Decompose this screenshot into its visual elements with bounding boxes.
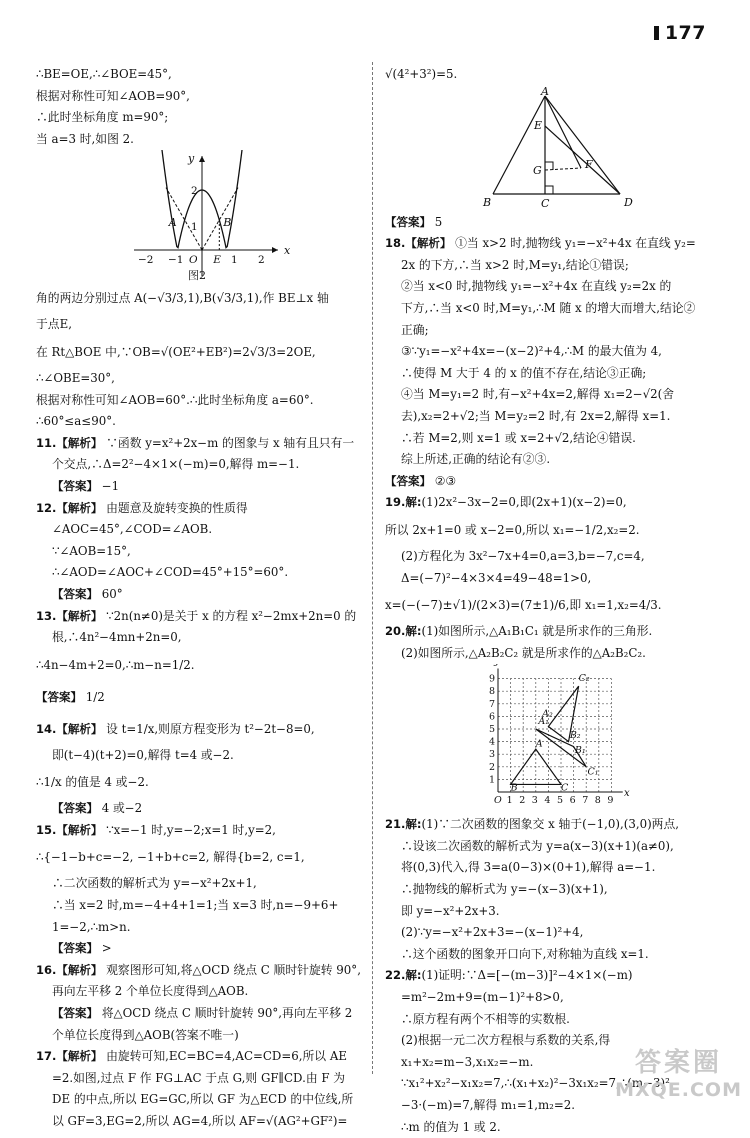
vertex-label: C₁	[587, 766, 599, 778]
right-column-line	[385, 901, 723, 923]
vertex-label: B	[510, 783, 518, 795]
figure-20	[385, 664, 723, 814]
y-tick-label: 1	[489, 774, 496, 786]
line-text: ∴这个函数的图象开口向下,对称轴为直线 x=1.	[401, 946, 649, 961]
line-text: ①当 x>2 时,抛物线 y₁=−x²+4x 在直线 y₂=	[451, 236, 696, 251]
left-column-line	[36, 64, 362, 86]
x-tick-label: 2	[519, 795, 526, 807]
right-column-line	[385, 987, 723, 1009]
left-column-line	[36, 86, 362, 108]
line-text: 由题意及旋转变换的性质得	[102, 500, 248, 515]
left-column-line	[36, 476, 362, 498]
left-column-line	[36, 390, 362, 412]
left-column	[36, 64, 362, 1133]
line-text: x₁+x₂=m−3,x₁x₂=−m.	[401, 1054, 534, 1069]
right-column-line	[385, 879, 723, 901]
line-text: ∵x=−1 时,y=−2;x=1 时,y=2,	[102, 822, 276, 837]
right-column-line	[385, 384, 723, 406]
solution-tag: 20.解:	[385, 624, 422, 639]
point-g-label: G	[533, 163, 542, 177]
line-text: 将△OCD 绕点 C 顺时针旋转 90°,再向左平移 2	[98, 1006, 353, 1021]
right-column-line	[385, 255, 723, 277]
x-tick-label: 8	[594, 795, 601, 807]
left-column-line	[36, 1089, 362, 1111]
left-column-line	[36, 498, 362, 520]
left-column-line	[36, 841, 362, 873]
right-column-line	[385, 1117, 723, 1138]
line-text: (1)证明:∵Δ=[−(m−3)]²−4×1×(−m)	[421, 968, 633, 983]
y-tick-label: 8	[489, 686, 496, 698]
line-text: (1)∵二次函数的图象交 x 轴于(−1,0),(3,0)两点,	[421, 817, 680, 832]
solution-tag: 19.解:	[385, 495, 422, 510]
left-column-line	[36, 519, 362, 541]
point-b-label: B	[223, 216, 232, 230]
figure-17	[385, 86, 723, 212]
x-tick-label: O	[494, 795, 502, 807]
y-tick-label: 1	[191, 221, 198, 234]
left-column-line	[36, 606, 362, 628]
y-tick-label: 2	[489, 762, 496, 774]
line-text: ∴若 M=2,则 x=1 或 x=2+√2,结论④错误.	[401, 430, 636, 445]
line-text: 去),x₂=2+√2;当 M=y₂=2 时,有 2x=2,解得 x=1.	[401, 408, 671, 423]
solution-tag: 【答案】	[52, 586, 98, 601]
x-tick-label: −2	[138, 254, 154, 267]
left-column-line	[36, 766, 362, 798]
x-tick-label: 3	[531, 795, 538, 807]
line-text: 个交点,∴Δ=2²−4×1×(−m)=0,解得 m=−1.	[52, 457, 300, 472]
watermark-line1: 答案圈	[635, 1048, 723, 1078]
figure-2	[36, 150, 362, 282]
vertex-label: A₁	[538, 716, 549, 728]
figure-20-grid	[385, 664, 723, 814]
y-tick-label: 5	[489, 724, 496, 736]
left-column-line	[36, 820, 362, 842]
solution-tag: 【答案】	[385, 473, 431, 488]
right-column-line	[385, 492, 723, 514]
line-text: 角的两边分别过点 A(−√3/3,1),B(√3/3,1),作 BE⊥x 轴	[36, 291, 329, 306]
right-column-line	[385, 471, 723, 493]
line-text: ∴设该二次函数的解析式为 y=a(x−3)(x+1)(a≠0),	[401, 838, 674, 853]
line-text: (2)∵y=−x²+2x+3=−(x−1)²+4,	[401, 925, 584, 940]
vertex-label: B₁	[574, 745, 586, 757]
left-column-line	[36, 314, 362, 336]
line-text: ∴{−1−b+c=−2, −1+b+c=2, 解得{b=2, c=1,	[36, 850, 305, 865]
left-column-line	[36, 981, 362, 1003]
solution-tag: 【答案】	[52, 801, 98, 816]
line-text: ∴使得 M 大于 4 的 x 的值不存在,结论③正确;	[401, 365, 647, 380]
figure-2-graph	[36, 150, 362, 282]
vertex-label: C₂	[578, 673, 590, 685]
solution-tag: 【答案】	[52, 478, 98, 493]
y-tick-label: 4	[489, 736, 496, 748]
line-text: ∴BE=OE,∴∠BOE=45°,	[36, 67, 172, 81]
line-text: 综上所述,正确的结论有②③.	[401, 452, 551, 467]
left-column-line	[36, 454, 362, 476]
line-text: 60°	[98, 586, 123, 601]
left-column-line	[36, 411, 362, 433]
left-column-line	[36, 107, 362, 129]
x-tick-label: −1	[168, 254, 184, 267]
left-column-line	[36, 541, 362, 563]
x-tick-label: E	[213, 254, 221, 267]
left-column-line	[36, 895, 362, 917]
right-column-line	[385, 320, 723, 342]
solution-tag: 【答案】	[36, 689, 82, 704]
line-text: 1=−2,∴m>n.	[52, 919, 131, 934]
left-column-line	[36, 282, 362, 314]
figure-17-triangle	[385, 86, 723, 212]
right-column-line	[385, 944, 723, 966]
vertex-label: A₂	[542, 708, 553, 720]
right-column-line	[385, 965, 723, 987]
line-text: DE 的中点,所以 EG=GC,所以 GF 为△ECD 的中位线,所	[52, 1092, 354, 1107]
left-column-line	[36, 1046, 362, 1068]
x-tick-label: 1	[506, 795, 513, 807]
solution-tag: 18.【解析】	[385, 236, 452, 251]
line-text: ∴∠AOD=∠AOC+∠COD=45°+15°=60°.	[52, 565, 289, 580]
line-text: 下方,∴当 x<0 时,M=y₁,∴M 随 x 的增大而增大,结论②	[401, 300, 696, 315]
solution-tag: 21.解:	[385, 817, 422, 832]
left-column-line	[36, 938, 362, 960]
line-text: 根据对称性可知∠AOB=90°,	[36, 88, 190, 103]
right-column-line	[385, 546, 723, 568]
line-text: ∴当 x=2 时,m=−4+4+1=1;当 x=3 时,n=−9+6+	[52, 898, 339, 913]
page-number	[654, 22, 706, 44]
right-column-line	[385, 514, 723, 546]
line-text: 将(0,3)代入,得 3=a(0−3)×(0+1),解得 a=−1.	[401, 860, 656, 875]
line-text: (1)如图所示,△A₁B₁C₁ 就是所求作的三角形.	[421, 624, 653, 639]
right-angle-c	[545, 186, 553, 194]
right-column-line	[385, 643, 723, 665]
right-column-line	[385, 363, 723, 385]
line-text: 1/2	[82, 689, 105, 704]
left-column-line	[36, 584, 362, 606]
segment-af	[545, 96, 581, 168]
line-text: =m²−2m+9=(m−1)²+8>0,	[401, 990, 564, 1005]
point-c-label: C	[541, 196, 550, 210]
right-column-line	[385, 428, 723, 450]
right-column-line	[385, 568, 723, 590]
left-column-line	[36, 129, 362, 151]
line-text: 正确;	[401, 322, 429, 337]
line-text: =2.如图,过点 F 作 FG⊥AC 于点 G,则 GF∥CD.由 F 为	[52, 1070, 346, 1085]
line-text: ∵函数 y=x²+2x−m 的图象与 x 轴有且只有一	[102, 435, 355, 450]
line-text: 根,∴4n²−4mn+2n=0,	[52, 630, 182, 645]
line-text: Δ=(−7)²−4×3×4=49−48=1>0,	[401, 570, 592, 585]
watermark-line2: MXQE.COM	[615, 1079, 742, 1101]
line-text: ③∵y₁=−x²+4x=−(x−2)²+4,∴M 的最大值为 4,	[401, 344, 662, 359]
x-tick-label: 6	[569, 795, 576, 807]
right-column-line	[385, 589, 723, 621]
line-text: √(4²+3²)=5.	[385, 67, 458, 81]
line-text: ∵∠AOB=15°,	[52, 543, 131, 558]
line-text: −3·(−m)=7,解得 m₁=1,m₂=2.	[401, 1098, 576, 1112]
line-text: 所以 2x+1=0 或 x−2=0,所以 x₁=−1/2,x₂=2.	[385, 522, 640, 537]
y-tick-label: 3	[489, 749, 496, 761]
point-b-label: B	[483, 195, 492, 209]
vertex-label: A	[535, 738, 543, 750]
line-text: ∠AOC=45°,∠COD=∠AOB.	[52, 522, 213, 537]
left-column-line	[36, 336, 362, 368]
point-e-label: E	[534, 118, 543, 132]
y-tick-label: 6	[489, 711, 496, 723]
solution-tag: 12.【解析】	[36, 500, 103, 515]
left-column-line	[36, 713, 362, 745]
point-a-label: A	[168, 216, 177, 230]
line-text: ∵2n(n≠0)是关于 x 的方程 x²−2mx+2n=0 的	[102, 608, 357, 623]
right-angle-g	[545, 162, 553, 170]
line-text: x=(−(−7)±√1)/(2×3)=(7±1)/6,即 x₁=1,x₂=4/3.	[385, 598, 662, 613]
left-column-line	[36, 745, 362, 767]
segment-ab	[493, 96, 545, 194]
vertex-label: B₂	[569, 730, 581, 742]
solution-tag: 【答案】	[385, 214, 431, 229]
right-column	[385, 64, 723, 1138]
watermark	[615, 1042, 742, 1101]
line-text: 个单位长度得到△AOB(答案不唯一)	[52, 1027, 239, 1042]
left-column-line	[36, 1068, 362, 1090]
left-column-line	[36, 681, 362, 713]
x-tick-label: O	[189, 254, 198, 267]
right-column-line	[385, 814, 723, 836]
left-column-line	[36, 873, 362, 895]
line-text: (2)根据一元二次方程根与系数的关系,得	[401, 1033, 611, 1048]
figure-caption: 图2	[188, 269, 206, 283]
right-column-line	[385, 64, 723, 86]
right-column-line	[385, 233, 723, 255]
x-tick-label: 4	[544, 795, 551, 807]
line-text: 根据对称性可知∠AOB=60°.∴此时坐标角度 a=60°.	[36, 392, 314, 407]
line-text: ∴1/x 的值是 4 或−2.	[36, 775, 149, 790]
line-text: (1)2x²−3x−2=0,即(2x+1)(x−2)=0,	[421, 495, 627, 510]
line-text: (2)方程化为 3x²−7x+4=0,a=3,b=−7,c=4,	[401, 548, 645, 563]
y-tick-label: 9	[489, 673, 496, 685]
line-text: 以 GF=3,EG=2,所以 AG=4,所以 AF=√(AG²+GF²)=	[52, 1114, 348, 1128]
solution-tag: 17.【解析】	[36, 1049, 103, 1064]
line-text: 5	[431, 214, 443, 229]
left-column-line	[36, 368, 362, 390]
right-column-line	[385, 449, 723, 471]
line-text: 即 y=−x²+2x+3.	[401, 903, 500, 918]
line-text: ∴此时坐标角度 m=90°;	[36, 110, 169, 125]
x-axis-label: x	[624, 788, 630, 800]
vertex-label: C	[561, 783, 569, 795]
solution-tag: 16.【解析】	[36, 962, 103, 977]
line-text: 2x 的下方,∴当 x>2 时,M=y₁,结论①错误;	[401, 257, 629, 272]
line-text: (2)如图所示,△A₂B₂C₂ 就是所求作的△A₂B₂C₂.	[401, 645, 646, 660]
line-text: 于点E,	[36, 317, 72, 332]
x-tick-label: 2	[258, 254, 265, 267]
y-tick-label: 7	[489, 699, 496, 711]
right-column-line	[385, 276, 723, 298]
left-column-line	[36, 917, 362, 939]
right-column-line	[385, 212, 723, 234]
left-column-line	[36, 1111, 362, 1133]
x-tick-label: 5	[557, 795, 564, 807]
x-axis-label: x	[284, 244, 291, 258]
line-text: >	[98, 941, 112, 956]
page-number-bar	[654, 26, 659, 40]
right-column-line	[385, 857, 723, 879]
solution-tag: 15.【解析】	[36, 822, 103, 837]
left-column-line	[36, 649, 362, 681]
line-text: ②当 x<0 时,抛物线 y₁=−x²+4x 在直线 y₂=2x 的	[401, 279, 672, 294]
right-column-line	[385, 1009, 723, 1031]
line-text: ④当 M=y₁=2 时,有−x²+4x=2,解得 x₁=2−√2(舍	[401, 387, 675, 402]
line-text: 再向左平移 2 个单位长度得到△AOB.	[52, 984, 249, 999]
solution-tag: 【答案】	[52, 1006, 98, 1021]
left-column-line	[36, 1003, 362, 1025]
left-column-line	[36, 433, 362, 455]
right-column-line	[385, 621, 723, 643]
point-f-label: F	[585, 157, 593, 171]
segment-gf	[545, 168, 581, 170]
right-column-line	[385, 341, 723, 363]
line-text: ∴∠OBE=30°,	[36, 370, 115, 385]
line-text: −1	[98, 478, 120, 493]
left-column-line	[36, 960, 362, 982]
line-text: 在 Rt△BOE 中,∵OB=√(OE²+EB²)=2√3/3=2OE,	[36, 344, 316, 359]
right-column-line	[385, 298, 723, 320]
line-text: ∴60°≤a≤90°.	[36, 414, 116, 429]
solution-tag: 14.【解析】	[36, 721, 103, 736]
line-text: ∵x₁²+x₂²−x₁x₂=7,∴(x₁+x₂)²−3x₁x₂=7,∴(m−3)²	[401, 1076, 670, 1091]
left-column-line	[36, 1025, 362, 1047]
left-column-line	[36, 562, 362, 584]
segment-ad	[545, 96, 620, 194]
line-text: 当 a=3 时,如图 2.	[36, 131, 134, 146]
x-axis-arrow	[272, 247, 278, 253]
solution-tag: 22.解:	[385, 968, 422, 983]
x-tick-label: 1	[231, 254, 238, 267]
solution-tag: 【答案】	[52, 941, 98, 956]
point-a-label: A	[541, 85, 549, 98]
right-column-line	[385, 406, 723, 428]
segment-ed	[545, 126, 620, 194]
x-tick-label: 7	[582, 795, 589, 807]
line-text: ∴抛物线的解析式为 y=−(x−3)(x+1),	[401, 882, 608, 897]
line-text: 即(t−4)(t+2)=0,解得 t=4 或−2.	[52, 747, 234, 762]
column-divider	[372, 62, 373, 1074]
right-column-line	[385, 836, 723, 858]
left-column-line	[36, 627, 362, 649]
line-text: ∴原方程有两个不相等的实数根.	[401, 1011, 570, 1026]
y-axis-label	[493, 664, 500, 667]
right-column-line	[385, 922, 723, 944]
line-text: 设 t=1/x,则原方程变形为 t²−2t−8=0,	[102, 721, 315, 736]
line-text: ∴二次函数的解析式为 y=−x²+2x+1,	[52, 876, 257, 891]
y-tick-label: 2	[191, 185, 198, 198]
solution-tag: 13.【解析】	[36, 608, 103, 623]
line-text: ∴4n−4m+2=0,∴m−n=1/2.	[36, 657, 195, 672]
y-axis-arrow	[199, 156, 205, 162]
left-column-line	[36, 798, 362, 820]
solution-tag: 11.【解析】	[36, 435, 103, 450]
y-axis-label: y	[188, 152, 195, 166]
line-text: ②③	[431, 473, 456, 488]
line-text: ∴m 的值为 1 或 2.	[401, 1119, 501, 1134]
line-text: 由旋转可知,EC=BC=4,AC=CD=6,所以 AE	[102, 1049, 347, 1064]
point-d-label: D	[624, 195, 633, 209]
line-text: 观察图形可知,将△OCD 绕点 C 顺时针旋转 90°,	[102, 962, 361, 977]
page-number-text: 177	[664, 22, 706, 44]
line-text: 4 或−2	[98, 801, 143, 816]
x-tick-label: 9	[607, 795, 614, 807]
